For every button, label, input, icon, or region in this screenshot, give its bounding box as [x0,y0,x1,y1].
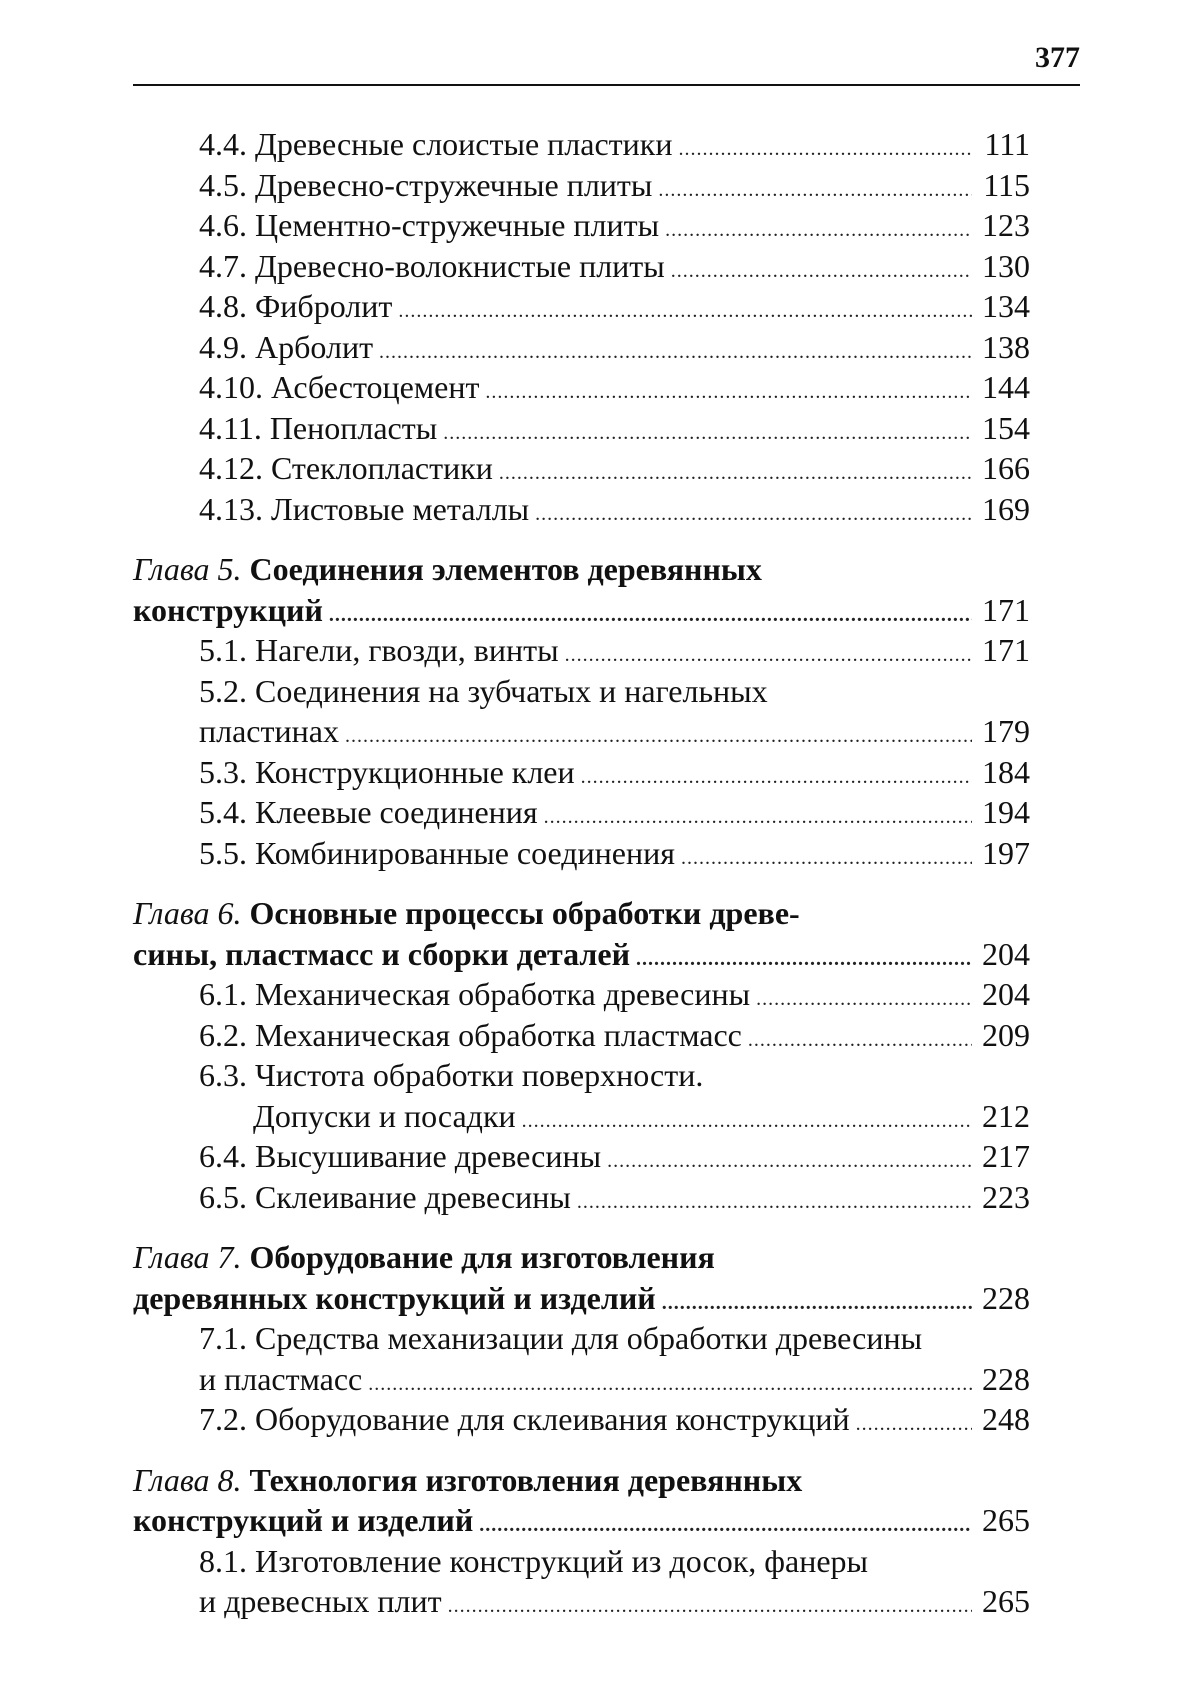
dot-leader [658,170,972,211]
toc-entry[interactable] [133,205,1030,246]
toc-entry-label [199,408,437,449]
toc-entry-title: Склеивание древесины [255,1178,571,1215]
toc-entry[interactable] [133,752,1030,793]
toc-entry-page: 123 [982,207,1030,243]
toc-entry-page: 204 [982,935,1030,972]
dot-leader [756,979,972,1020]
chapter-word: Глава [133,1239,210,1275]
toc-entry-number: 5.3. [199,753,247,790]
toc-entry-page: 115 [983,166,1030,203]
toc-entry-page: 265 [982,1502,1030,1538]
toc-entry-number: 4.4. [199,126,247,162]
toc-entry[interactable] [133,630,1030,671]
dot-leader [665,210,972,251]
toc-entry-number: 4.13. [199,490,263,527]
toc-entry-page: 130 [982,247,1030,284]
toc-entry-label [199,833,675,874]
dot-leader [662,1283,972,1324]
toc-entry-title: Цементно-стружечные плиты [255,207,660,243]
chapter-heading-line [133,549,762,590]
dot-leader [479,1505,972,1546]
toc-entry-page: 134 [982,288,1030,324]
toc-entry-title: Древесно-волокнистые плиты [255,247,665,284]
dot-leader [681,838,972,879]
toc-entry-title: Древесные слоистые пластики [255,126,673,162]
toc-entry-label [199,792,538,833]
dot-leader [544,797,972,838]
toc-entry-title: Пенопласты [269,409,438,446]
toc-entry[interactable] [133,327,1030,368]
toc-entry-number: 5.5. [199,834,247,871]
toc-entry-page: 248 [982,1401,1030,1437]
toc-entry-title: Асбестоцемент [271,369,480,405]
toc-entry[interactable] [133,286,1030,327]
dot-leader [607,1141,972,1182]
chapter-heading-line [133,893,800,934]
chapter-number: 6. [217,895,242,931]
dot-leader [368,1364,972,1405]
chapter-number: 5. [217,551,242,587]
toc-entry[interactable] [133,367,1030,408]
chapter-title: Технология изготовления деревянных [249,1461,803,1498]
toc-entry-number: 6.1. [199,976,247,1012]
toc-entry-title: Допуски и посадки [253,1097,516,1134]
chapter-heading-continuation[interactable] [133,1278,1030,1319]
toc-entry-number: 4.10. [199,369,263,405]
toc-entry-number: 5.2. [199,672,247,709]
toc-entry-title: Механическая обработка пластмасс [255,1016,742,1053]
toc-entry[interactable] [133,1015,1030,1056]
toc-entry[interactable] [133,165,1030,206]
toc-entry[interactable] [133,489,1030,530]
toc-entry[interactable] [133,408,1030,449]
toc-entry-title: Стеклопластики [271,450,493,486]
toc-entry-page: 111 [984,126,1030,162]
dot-leader [671,251,972,292]
toc-entry-label [199,671,768,712]
dot-leader [443,413,972,454]
toc-entry-title: Древесно-стружечные плиты [255,166,653,203]
toc-entry-title: Клеевые соединения [255,794,538,830]
toc-entry-label [199,1015,742,1056]
toc-entry-label [199,1055,703,1096]
toc-entry-title: Высушивание древесины [255,1138,602,1174]
chapter-heading[interactable] [133,1460,1030,1501]
toc-entry-label [199,124,672,165]
toc-entry-page: 265 [982,1583,1030,1619]
dot-leader [678,129,972,170]
toc-entry-title: Нагели, гвозди, винты [255,632,559,668]
toc-entry-title: Конструкционные клеи [255,753,575,790]
toc-entry-label [199,1318,922,1359]
toc-entry-number: 4.12. [199,450,263,486]
toc-entry-page: 194 [982,794,1030,830]
toc-entry-title: и пластмасс [199,1360,363,1397]
chapter-heading-line [133,1460,802,1501]
chapter-heading-continuation[interactable] [133,934,1030,975]
toc-entry-label [199,1136,601,1177]
chapter-heading-continuation[interactable] [133,590,1030,631]
chapter-word: Глава [133,1461,210,1498]
toc-entry-number: 8.1. [199,1542,247,1579]
toc-entry-number: 4.6. [199,207,247,243]
chapter-title: деревянных конструкций и изделий [133,1279,656,1316]
dot-leader [636,939,972,980]
toc-entry-title: Арболит [255,328,374,365]
toc-entry-number: 4.7. [199,247,247,284]
toc-entry-continuation[interactable] [133,1359,1030,1400]
dot-leader [856,1404,972,1445]
toc-entry-label [199,752,575,793]
toc-entry-title: Листовые металлы [271,490,530,527]
toc-entry-page: 217 [982,1138,1030,1174]
chapter-number: 7. [217,1239,242,1275]
toc-entry[interactable] [133,448,1030,489]
toc-entry[interactable] [133,1318,1030,1359]
toc-entry-title: Изготовление конструкций из досок, фанеры [255,1542,869,1579]
toc-entry-page: 209 [982,1016,1030,1053]
toc-entry-number: 7.2. [199,1401,247,1437]
toc-entry-label [199,327,373,368]
chapter-title: Основные процессы обработки древе- [249,895,800,931]
toc-entry[interactable] [133,1399,1030,1440]
chapter-word: Глава [133,895,210,931]
chapter-title: Оборудование для изготовления [249,1239,715,1275]
dot-leader [329,595,972,636]
dot-leader [398,291,972,332]
toc-entry-number: 7.1. [199,1320,247,1356]
toc-entry-page: 166 [982,450,1030,486]
chapter-heading[interactable] [133,549,1030,590]
toc-entry-page: 154 [982,409,1030,446]
chapter-title: конструкций и изделий [133,1502,474,1538]
toc-entry[interactable] [133,1055,1030,1096]
chapter-heading[interactable] [133,1237,1030,1278]
toc-entry-number: 4.5. [199,166,247,203]
chapter-title: Соединения элементов деревянных [249,551,762,587]
dot-leader [485,372,972,413]
toc-entry[interactable] [133,1136,1030,1177]
toc-entry[interactable] [133,974,1030,1015]
toc-entry[interactable] [133,124,1030,165]
chapter-word: Глава [133,551,210,587]
toc-entry-number: 5.1. [199,632,247,668]
toc-entry-label [199,286,392,327]
toc-entry-title: Фибролит [255,288,393,324]
toc-entry-number: 6.5. [199,1178,247,1215]
toc-entry-label [199,205,659,246]
toc-entry-label [199,165,652,206]
dot-leader [748,1020,972,1061]
toc-entry-page: 171 [982,632,1030,668]
toc-entry-page: 138 [982,328,1030,365]
header-rule [133,84,1080,86]
toc-entry-continuation[interactable] [133,711,1030,752]
dot-leader [379,332,972,373]
chapter-heading[interactable] [133,893,1030,934]
toc-entry-label [199,448,493,489]
chapter-title: сины, пластмасс и сборки деталей [133,935,631,972]
toc-entry-page: 144 [982,369,1030,405]
toc-entry-label [199,1177,571,1218]
toc-entry[interactable] [133,671,1030,712]
toc-entry-page: 169 [982,490,1030,527]
toc-entry[interactable] [133,1541,1030,1582]
page-number: 377 [1035,41,1080,74]
toc-entry-label [199,974,750,1015]
dot-leader [448,1586,972,1627]
toc-entry-title: Оборудование для склеивания конструкций [255,1401,850,1437]
toc-entry-number: 4.8. [199,288,247,324]
toc-entry-label [199,489,529,530]
toc-entry-label [199,246,665,287]
toc-entry-page: 204 [982,976,1030,1012]
toc-entry-page: 171 [982,591,1030,628]
toc-entry-title: Механическая обработка древесины [255,976,751,1012]
dot-leader [577,1182,972,1223]
toc-entry-label [199,367,479,408]
toc-entry-page: 197 [982,834,1030,871]
toc-entry-number: 6.3. [199,1057,247,1093]
dot-leader [522,1101,972,1142]
toc-entry-title: и древесных плит [199,1583,442,1619]
chapter-number: 8. [217,1461,242,1498]
toc-entry-number: 6.4. [199,1138,247,1174]
toc-entry-page: 223 [982,1178,1030,1215]
toc-entry-page: 179 [982,713,1030,749]
toc-entry[interactable] [133,792,1030,833]
toc-entry-title: Чистота обработки поверхности. [255,1057,704,1093]
toc-entry-continuation[interactable] [133,1581,1030,1622]
chapter-heading-continuation[interactable] [133,1500,1030,1541]
toc-entry[interactable] [133,1177,1030,1218]
toc-entry-title: Комбинированные соединения [255,834,675,871]
toc-entry-title: Средства механизации для обработки древесины [255,1320,923,1356]
toc-entry-page: 212 [982,1097,1030,1134]
toc-entry-label [199,630,559,671]
toc-entry-page: 184 [982,753,1030,790]
toc-entry-number: 5.4. [199,794,247,830]
dot-leader [535,494,972,535]
toc-entry-number: 4.9. [199,328,247,365]
toc-entry-number: 6.2. [199,1016,247,1053]
dot-leader [345,716,972,757]
toc-entry-label [199,1399,850,1440]
chapter-title: конструкций [133,591,323,628]
table-of-contents [133,124,1030,1622]
toc-entry[interactable] [133,833,1030,874]
toc-entry-title: Соединения на зубчатых и нагельных [255,672,768,709]
toc-entry-label [199,1541,868,1582]
chapter-heading-line [133,1237,715,1278]
toc-entry[interactable] [133,246,1030,287]
dot-leader [581,757,972,798]
dot-leader [565,635,972,676]
toc-entry-number: 4.11. [199,409,262,446]
dot-leader [499,453,972,494]
toc-entry-continuation[interactable] [133,1096,1030,1137]
toc-entry-title: пластинах [199,713,339,749]
toc-entry-page: 228 [982,1279,1030,1316]
toc-entry-page: 228 [982,1360,1030,1397]
